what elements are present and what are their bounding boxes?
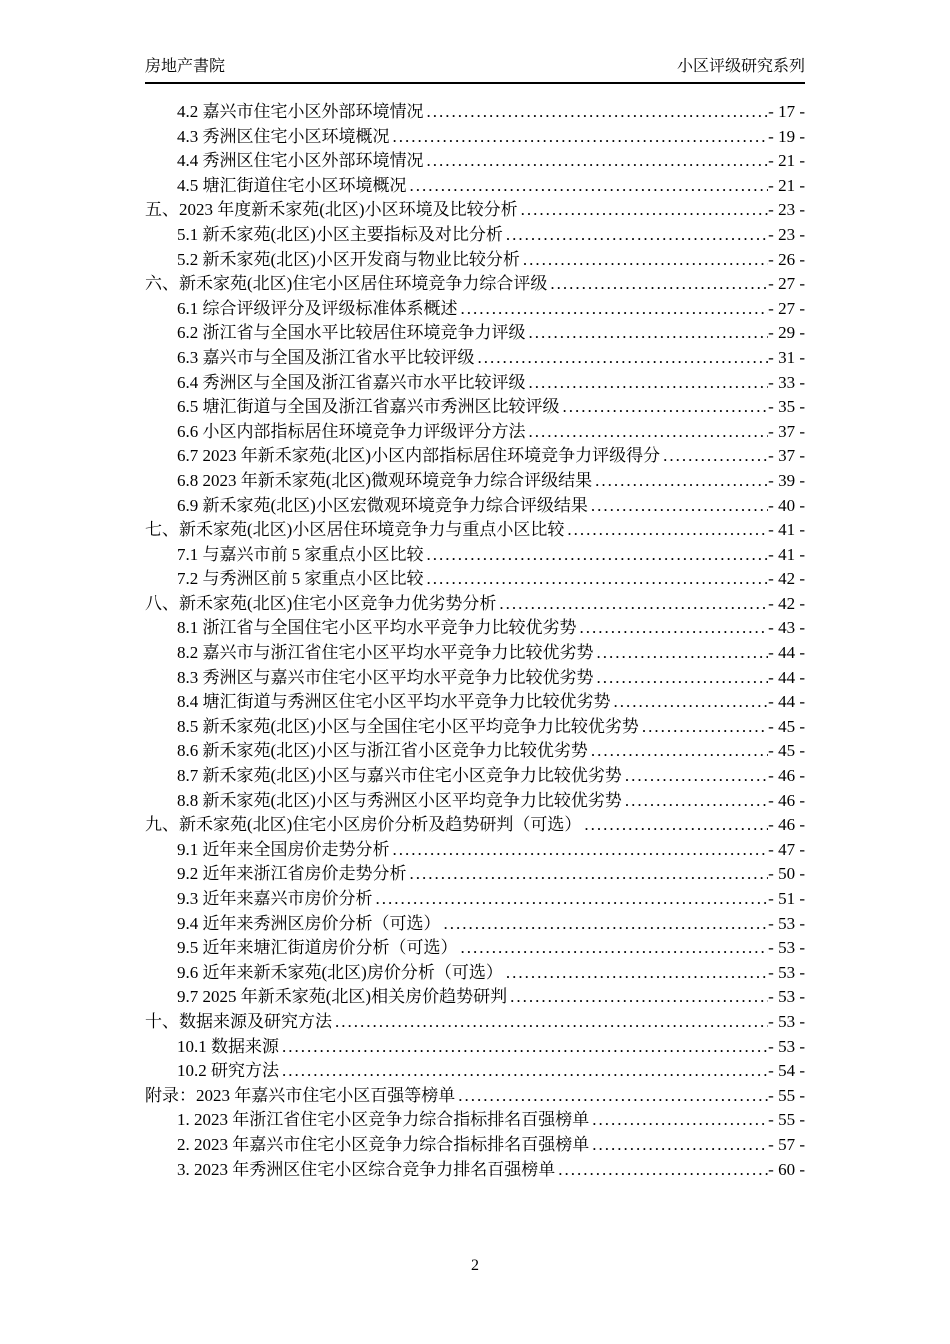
dot-leader xyxy=(390,838,769,863)
toc-entry-page: - 37 - xyxy=(768,421,805,441)
toc-entry-page: - 53 - xyxy=(768,1036,805,1056)
toc-entry-page: - 44 - xyxy=(768,643,805,663)
toc-entry-title: 七、新禾家苑(北区)小区居住环境竞争力与重点小区比较 xyxy=(145,520,565,540)
toc-row[interactable] xyxy=(145,100,805,125)
dot-leader xyxy=(564,518,768,543)
dot-leader xyxy=(496,592,768,617)
dot-leader xyxy=(279,1035,768,1060)
toc-row[interactable] xyxy=(145,420,805,445)
toc-entry-title: 6.8 2023 年新禾家苑(北区)微观环境竞争力综合评级结果 xyxy=(177,470,593,490)
toc-entry-title: 4.2 嘉兴市住宅小区外部环境情况 xyxy=(177,102,424,121)
dot-leader xyxy=(332,1010,768,1035)
dot-leader xyxy=(518,198,769,223)
toc-row[interactable] xyxy=(145,690,805,715)
toc-row[interactable] xyxy=(145,789,805,814)
dot-leader xyxy=(520,248,768,273)
dot-leader xyxy=(581,813,768,838)
toc-entry-page: - 43 - xyxy=(768,618,805,638)
toc-entry-title: 6.1 综合评级评分及评级标准体系概述 xyxy=(177,298,458,318)
toc-row[interactable] xyxy=(145,198,805,223)
toc-entry-title: 六、新禾家苑(北区)住宅小区居住环境竞争力综合评级 xyxy=(145,274,548,294)
dot-leader xyxy=(475,346,769,371)
dot-leader xyxy=(594,641,769,666)
dot-leader xyxy=(592,469,768,494)
toc-entry-page: - 53 - xyxy=(768,938,805,958)
toc-entry-page: - 47 - xyxy=(768,839,805,859)
toc-row[interactable] xyxy=(145,297,805,322)
toc-entry-page: - 45 - xyxy=(768,716,805,736)
toc-entry-title: 6.5 塘汇街道与全国及浙江省嘉兴市秀洲区比较评级 xyxy=(177,397,560,417)
toc-entry-page: - 29 - xyxy=(768,323,805,343)
dot-leader xyxy=(424,567,769,592)
toc-entry-title: 6.4 秀洲区与全国及浙江省嘉兴市水平比较评级 xyxy=(177,372,526,392)
toc-entry-page: - 23 - xyxy=(768,224,805,244)
toc-row[interactable] xyxy=(145,912,805,937)
dot-leader xyxy=(639,715,768,740)
toc-entry-page: - 51 - xyxy=(768,889,805,908)
toc-entry-title: 4.4 秀洲区住宅小区外部环境情况 xyxy=(177,151,424,171)
dot-leader xyxy=(424,543,769,568)
toc-row[interactable] xyxy=(145,346,805,371)
toc-row[interactable] xyxy=(145,149,805,174)
dot-leader xyxy=(611,690,769,715)
toc-row[interactable] xyxy=(145,1010,805,1035)
toc-entry-title: 8.5 新禾家苑(北区)小区与全国住宅小区平均竞争力比较优劣势 xyxy=(177,716,639,736)
toc-entry-page: - 46 - xyxy=(768,766,805,786)
toc-entry-title: 8.8 新禾家苑(北区)小区与秀洲区小区平均竞争力比较优劣势 xyxy=(177,790,622,810)
toc-entry-title: 五、2023 年度新禾家苑(北区)小区环境及比较分析 xyxy=(145,200,518,220)
dot-leader xyxy=(594,666,769,691)
toc-row[interactable] xyxy=(145,321,805,346)
toc-entry-page: - 46 - xyxy=(768,790,805,810)
toc-entry-page: - 17 - xyxy=(768,102,805,121)
dot-leader xyxy=(555,1158,768,1183)
dot-leader xyxy=(526,371,769,396)
toc-entry-page: - 46 - xyxy=(768,815,805,835)
toc-entry-page: - 23 - xyxy=(768,200,805,220)
toc-row[interactable] xyxy=(145,715,805,740)
page-number: 2 xyxy=(471,1257,479,1274)
dot-leader xyxy=(577,616,769,641)
toc-row[interactable] xyxy=(145,272,805,297)
toc-entry-title: 5.1 新禾家苑(北区)小区主要指标及对比分析 xyxy=(177,224,503,244)
toc-entry-page: - 53 - xyxy=(768,1011,805,1031)
toc-entry-page: - 44 - xyxy=(768,692,805,712)
dot-leader xyxy=(526,321,769,346)
toc-row[interactable] xyxy=(145,764,805,789)
toc-entry-page: - 55 - xyxy=(768,1085,805,1105)
toc-entry-title: 4.5 塘汇街道住宅小区环境概况 xyxy=(177,175,407,195)
toc-entry-title: 9.6 近年来新禾家苑(北区)房价分析（可选） xyxy=(177,962,503,982)
toc-entry-page: - 31 - xyxy=(768,347,805,367)
toc-row[interactable] xyxy=(145,838,805,863)
toc-row[interactable] xyxy=(145,739,805,764)
toc-row[interactable] xyxy=(145,125,805,150)
toc-row[interactable] xyxy=(145,174,805,199)
toc-entry-title: 8.6 新禾家苑(北区)小区与浙江省小区竞争力比较优劣势 xyxy=(177,741,588,761)
dot-leader xyxy=(589,1108,768,1133)
toc-entry-page: - 53 - xyxy=(768,962,805,982)
dot-leader xyxy=(390,125,769,150)
toc-row[interactable] xyxy=(145,887,805,912)
toc-entry-page: - 60 - xyxy=(768,1159,805,1179)
toc-entry-page: - 27 - xyxy=(768,298,805,318)
dot-leader xyxy=(507,985,768,1010)
toc-entry-title: 8.4 塘汇街道与秀洲区住宅小区平均水平竞争力比较优劣势 xyxy=(177,692,611,712)
toc-row[interactable] xyxy=(145,1084,805,1109)
toc-entry-page: - 55 - xyxy=(768,1110,805,1130)
toc-entry-title: 10.2 研究方法 xyxy=(177,1061,279,1081)
toc-entry-title: 八、新禾家苑(北区)住宅小区竞争力优劣势分析 xyxy=(145,593,497,613)
toc-entry-page: - 53 - xyxy=(768,913,805,933)
toc-entry-title: 6.9 新禾家苑(北区)小区宏微观环境竞争力综合评级结果 xyxy=(177,495,588,515)
toc-row[interactable] xyxy=(145,616,805,641)
dot-leader xyxy=(588,494,768,519)
toc-row[interactable] xyxy=(145,936,805,961)
dot-leader xyxy=(458,297,769,322)
dot-leader xyxy=(547,272,768,297)
toc-entry-page: - 41 - xyxy=(768,544,805,564)
toc-row[interactable] xyxy=(145,1133,805,1158)
toc-row[interactable] xyxy=(145,862,805,887)
toc-row[interactable] xyxy=(145,1059,805,1084)
toc-entry-title: 9.3 近年来嘉兴市房价分析 xyxy=(177,889,373,908)
toc-row[interactable] xyxy=(145,1108,805,1133)
toc-entry-page: - 44 - xyxy=(768,667,805,687)
page-header xyxy=(145,56,805,84)
toc-entry-page: - 39 - xyxy=(768,470,805,490)
table-of-contents xyxy=(145,100,805,1182)
toc-row[interactable] xyxy=(145,444,805,469)
toc-entry-title: 8.3 秀洲区与嘉兴市住宅小区平均水平竞争力比较优劣势 xyxy=(177,667,594,687)
dot-leader xyxy=(622,764,768,789)
toc-entry-page: - 45 - xyxy=(768,741,805,761)
toc-row[interactable] xyxy=(145,592,805,617)
toc-entry-page: - 40 - xyxy=(768,495,805,515)
toc-entry-title: 8.7 新禾家苑(北区)小区与嘉兴市住宅小区竞争力比较优劣势 xyxy=(177,766,622,786)
toc-row[interactable] xyxy=(145,223,805,248)
toc-entry-title: 2. 2023 年嘉兴市住宅小区竞争力综合指标排名百强榜单 xyxy=(177,1134,590,1154)
toc-entry-title: 4.3 秀洲区住宅小区环境概况 xyxy=(177,126,390,146)
dot-leader xyxy=(589,1133,768,1158)
header-left-title: 房地产書院 xyxy=(145,58,226,75)
toc-entry-title: 九、新禾家苑(北区)住宅小区房价分析及趋势研判（可选） xyxy=(145,815,582,835)
toc-entry-page: - 42 - xyxy=(768,593,805,613)
toc-entry-title: 8.2 嘉兴市与浙江省住宅小区平均水平竞争力比较优劣势 xyxy=(177,643,594,663)
dot-leader xyxy=(526,420,769,445)
dot-leader xyxy=(560,395,769,420)
toc-entry-title: 6.3 嘉兴市与全国及浙江省水平比较评级 xyxy=(177,347,475,367)
dot-leader xyxy=(424,100,769,125)
toc-entry-title: 附录：2023 年嘉兴市住宅小区百强等榜单 xyxy=(145,1085,456,1105)
toc-entry-title: 6.7 2023 年新禾家苑(北区)小区内部指标居住环境竞争力评级得分 xyxy=(177,446,661,466)
toc-row[interactable] xyxy=(145,666,805,691)
toc-entry-page: - 21 - xyxy=(768,175,805,195)
toc-row[interactable] xyxy=(145,395,805,420)
dot-leader xyxy=(503,961,768,986)
toc-entry-title: 7.2 与秀洲区前 5 家重点小区比较 xyxy=(177,569,424,589)
toc-entry-title: 9.2 近年来浙江省房价走势分析 xyxy=(177,864,407,884)
dot-leader xyxy=(373,887,769,912)
toc-entry-title: 5.2 新禾家苑(北区)小区开发商与物业比较分析 xyxy=(177,249,520,269)
dot-leader xyxy=(279,1059,768,1084)
toc-row[interactable] xyxy=(145,567,805,592)
toc-entry-title: 3. 2023 年秀洲区住宅小区综合竞争力排名百强榜单 xyxy=(177,1159,556,1179)
toc-entry-title: 1. 2023 年浙江省住宅小区竞争力综合指标排名百强榜单 xyxy=(177,1110,590,1130)
toc-entry-page: - 19 - xyxy=(768,126,805,146)
toc-row[interactable] xyxy=(145,641,805,666)
toc-entry-page: - 26 - xyxy=(768,249,805,269)
toc-entry-page: - 42 - xyxy=(768,569,805,589)
toc-entry-page: - 27 - xyxy=(768,274,805,294)
toc-row[interactable] xyxy=(145,371,805,396)
toc-entry-page: - 37 - xyxy=(768,446,805,466)
toc-entry-title: 7.1 与嘉兴市前 5 家重点小区比较 xyxy=(177,544,424,564)
dot-leader xyxy=(622,789,768,814)
toc-entry-page: - 54 - xyxy=(768,1061,805,1081)
toc-row[interactable] xyxy=(145,961,805,986)
dot-leader xyxy=(407,862,769,887)
toc-entry-page: - 21 - xyxy=(768,151,805,171)
page-footer xyxy=(0,1256,950,1276)
toc-entry-title: 9.7 2025 年新禾家苑(北区)相关房价趋势研判 xyxy=(177,987,508,1007)
dot-leader xyxy=(407,174,769,199)
toc-entry-title: 9.5 近年来塘汇街道房价分析（可选） xyxy=(177,938,458,958)
toc-entry-page: - 41 - xyxy=(768,520,805,540)
dot-leader xyxy=(455,1084,768,1109)
header-right-title: 小区评级研究系列 xyxy=(676,58,805,75)
toc-row[interactable] xyxy=(145,1035,805,1060)
toc-entry-page: - 50 - xyxy=(768,864,805,884)
toc-row[interactable] xyxy=(145,518,805,543)
dot-leader xyxy=(588,739,768,764)
dot-leader xyxy=(458,936,769,961)
toc-entry-title: 6.6 小区内部指标居住环境竞争力评级评分方法 xyxy=(177,421,526,441)
dot-leader xyxy=(424,149,769,174)
toc-row[interactable] xyxy=(145,985,805,1010)
toc-entry-page: - 33 - xyxy=(768,372,805,392)
toc-row[interactable] xyxy=(145,543,805,568)
toc-entry-page: - 53 - xyxy=(768,987,805,1007)
dot-leader xyxy=(503,223,768,248)
toc-row[interactable] xyxy=(145,248,805,273)
dot-leader xyxy=(441,912,769,937)
toc-entry-title: 9.4 近年来秀洲区房价分析（可选） xyxy=(177,913,441,933)
toc-entry-title: 10.1 数据来源 xyxy=(177,1036,279,1056)
dot-leader xyxy=(660,444,768,469)
toc-entry-title: 6.2 浙江省与全国水平比较居住环境竞争力评级 xyxy=(177,323,526,343)
toc-row[interactable] xyxy=(145,813,805,838)
toc-entry-title: 9.1 近年来全国房价走势分析 xyxy=(177,839,390,859)
toc-entry-page: - 35 - xyxy=(768,397,805,417)
toc-row[interactable] xyxy=(145,1158,805,1183)
toc-entry-title: 8.1 浙江省与全国住宅小区平均水平竞争力比较优劣势 xyxy=(177,618,577,638)
toc-entry-page: - 57 - xyxy=(768,1134,805,1154)
toc-row[interactable] xyxy=(145,469,805,494)
toc-entry-title: 十、数据来源及研究方法 xyxy=(145,1011,332,1031)
toc-row[interactable] xyxy=(145,494,805,519)
